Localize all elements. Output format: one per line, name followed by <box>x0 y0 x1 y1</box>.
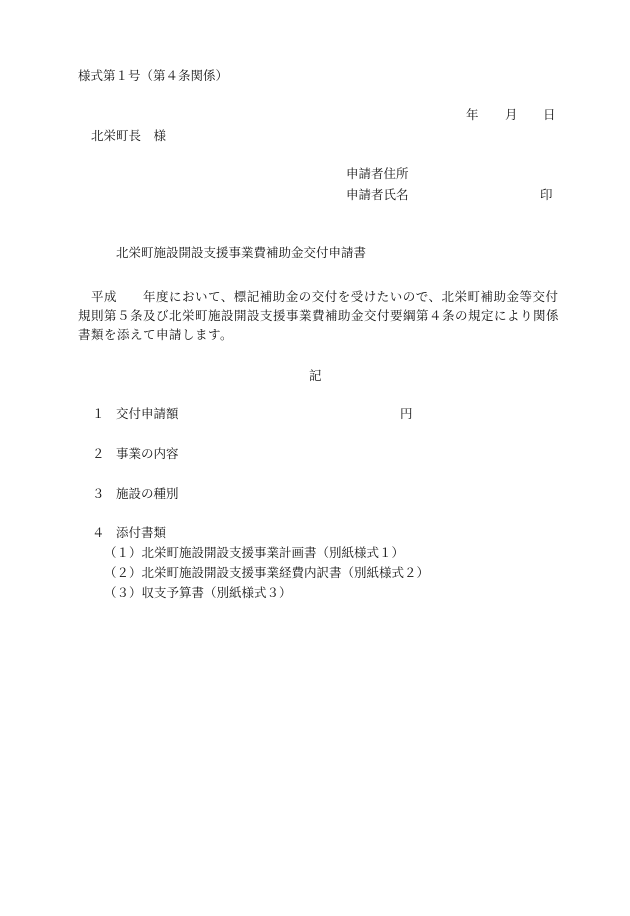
applicant-address-label: 申請者住所 <box>346 166 409 181</box>
seal-mark: 印 <box>540 187 553 202</box>
date-day: 日 <box>543 107 556 122</box>
attachment-1: （１）北栄町施設開設支援事業計画書（別紙様式１） <box>104 545 405 560</box>
body-line-3: 書類を添えて申請します。 <box>78 327 234 342</box>
date-year: 年 <box>466 107 479 122</box>
item-1-label: 交付申請額 <box>116 406 179 421</box>
date-month: 月 <box>505 107 518 122</box>
attachment-2: （２）北栄町施設開設支援事業経費内訳書（別紙様式２） <box>104 565 430 580</box>
ki-heading: 記 <box>309 368 322 383</box>
form-number: 様式第１号（第４条関係） <box>78 68 229 83</box>
item-2-label: 事業の内容 <box>116 446 179 461</box>
item-4-number: ４ <box>92 525 105 540</box>
item-4-label: 添付書類 <box>116 525 167 540</box>
document-title: 北栄町施設開設支援事業費補助金交付申請書 <box>116 245 367 260</box>
applicant-name-label: 申請者氏名 <box>346 187 409 202</box>
item-3-number: ３ <box>92 486 105 501</box>
body-line-2: 規則第５条及び北栄町施設開設支援事業費補助金交付要綱第４条の規定により関係 <box>78 308 560 323</box>
addressee: 北栄町長 様 <box>91 128 167 143</box>
attachment-3: （３）収支予算書（別紙様式３） <box>104 585 292 600</box>
item-1-number: １ <box>92 406 105 421</box>
item-1-unit: 円 <box>400 406 413 421</box>
item-2-number: ２ <box>92 446 105 461</box>
body-line-1: 平成 年度において、標記補助金の交付を受けたいので、北栄町補助金等交付 <box>91 289 559 304</box>
item-3-label: 施設の種別 <box>116 486 179 501</box>
